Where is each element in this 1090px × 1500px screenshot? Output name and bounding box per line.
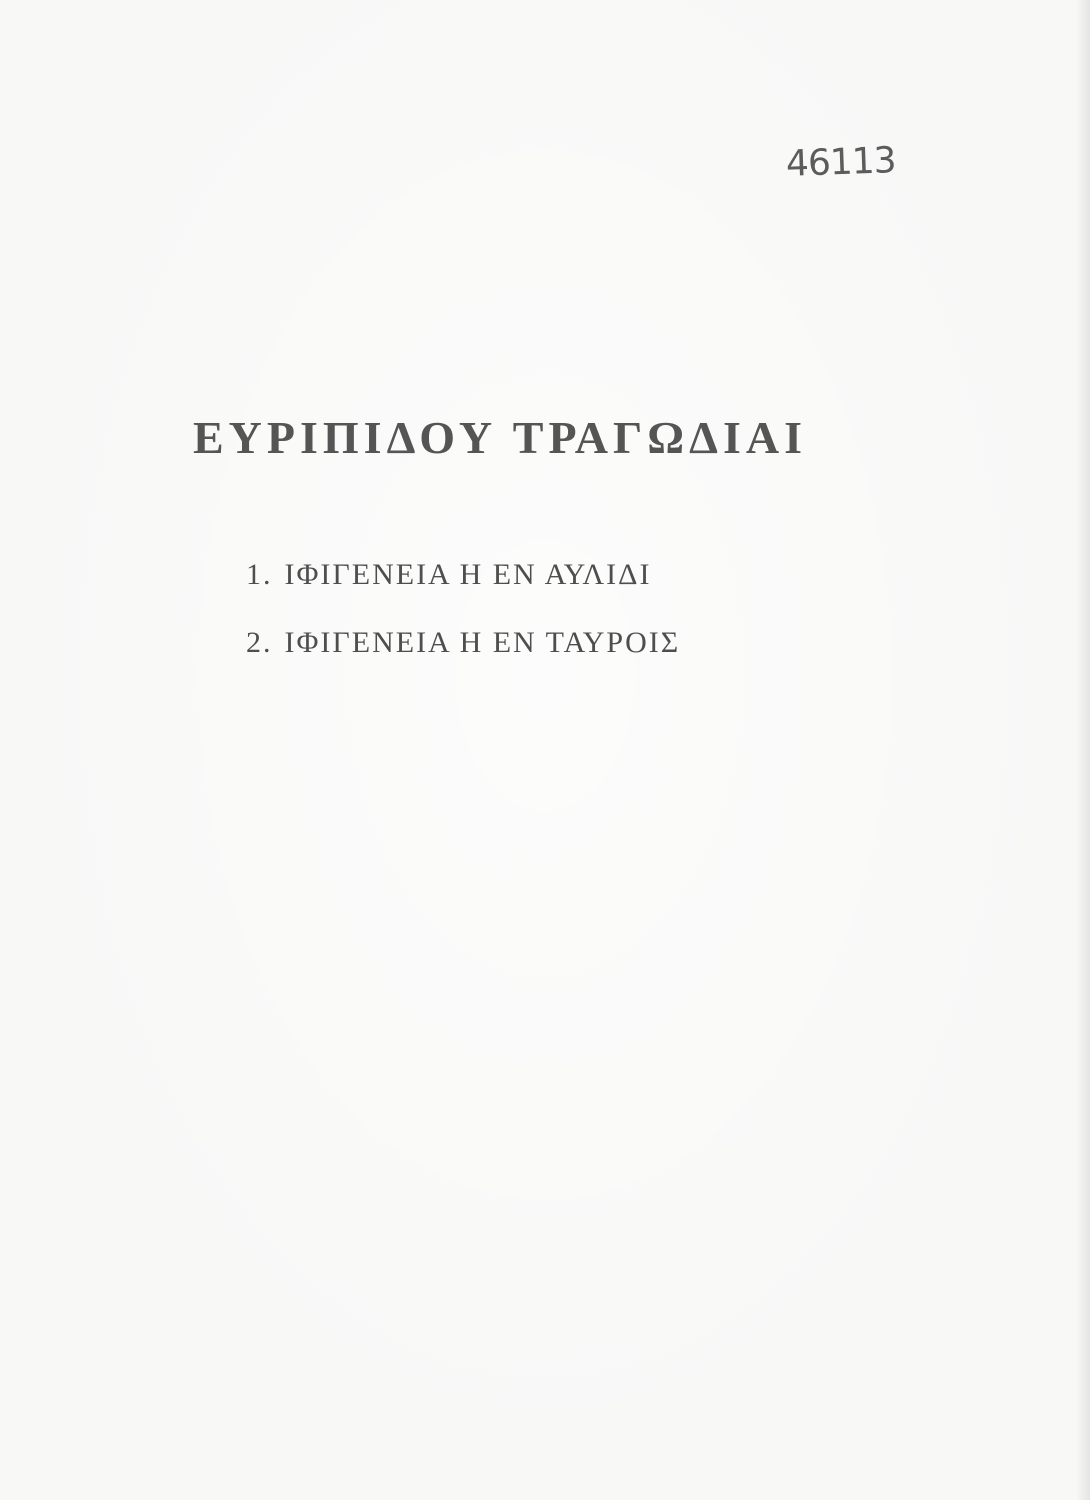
handwritten-catalog-number: 46113 [785,140,897,185]
contents-item [246,541,680,609]
contents-item-number: 1. [246,558,273,591]
contents-item-number: 2. [246,626,273,659]
book-title: ΕΥΡΙΠΙΔΟΥ ΤΡΑΓΩΔΙΑΙ [192,411,807,463]
contents-item-text: ΙΦΙΓΕΝΕΙΑ Η ΕΝ ΤΑΥΡΟΙΣ [284,626,681,659]
contents-item [246,609,680,677]
page-edge-shadow [1076,0,1090,1500]
contents-item-text: ΙΦΙΓΕΝΕΙΑ Η ΕΝ ΑΥΛΙΔΙ [284,558,652,591]
contents-list [246,541,680,677]
